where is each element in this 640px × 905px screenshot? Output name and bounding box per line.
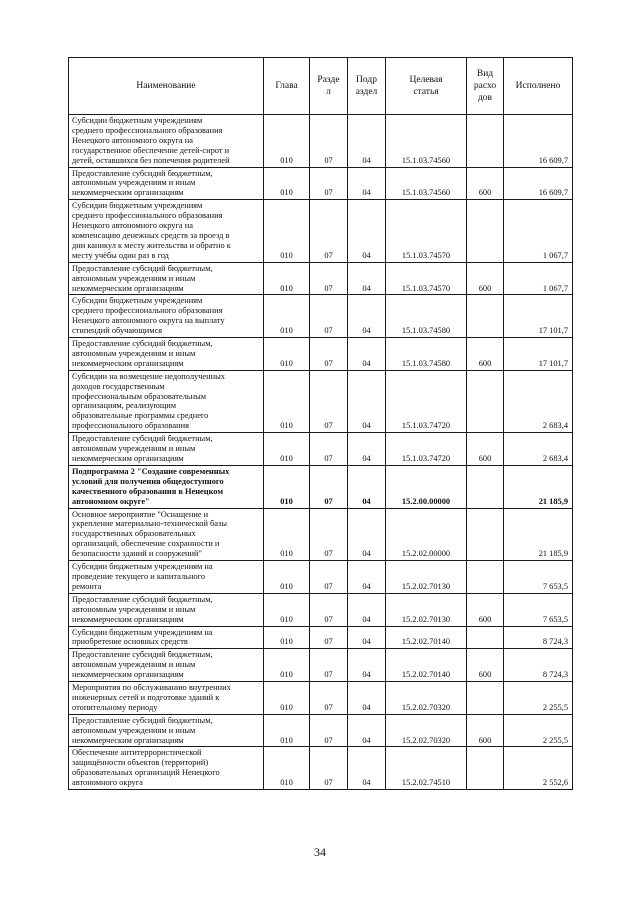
cell-statya: 15.1.03.74720 [386,433,467,466]
name-line: образовательные программы среднего [72,411,209,421]
name-line: безопасности зданий и сооружений" [72,549,202,559]
cell-glava: 010 [264,200,310,262]
name-line: среднего профессионального образования [72,306,223,316]
cell-razdel: 07 [310,370,348,432]
cell-vid [467,465,504,508]
name-line: некоммерческим организациям [72,454,184,463]
name-line: компенсацию денежных средств за проезд в [72,230,230,240]
header-line: Исполнено [515,81,561,91]
cell-amount: 7 653,5 [504,593,573,626]
cell-razdel: 07 [310,200,348,262]
header-line: л [326,87,331,97]
cell-vid [467,370,504,432]
cell-name [69,747,264,790]
header-line: аздел [355,87,378,97]
cell-vid [467,295,504,338]
cell-glava: 010 [264,433,310,466]
cell-vid [467,508,504,561]
name-line: условий для получения общедоступного [72,476,224,486]
cell-vid: 600 [467,593,504,626]
name-line: автономным учреждениям и иным [72,273,196,283]
cell-statya: 15.2.02.70130 [386,593,467,626]
cell-razdel: 07 [310,338,348,371]
name-line: стипендий обучающимся [72,326,163,336]
table-row [69,262,573,295]
cell-podrazdel: 04 [348,649,386,682]
cell-podrazdel: 04 [348,747,386,790]
cell-razdel: 07 [310,561,348,594]
cell-statya: 15.2.02.00000 [386,508,467,561]
cell-glava: 010 [264,649,310,682]
cell-vid [467,626,504,649]
cell-name [69,167,264,200]
cell-podrazdel: 04 [348,295,386,338]
name-line: государственных образовательных [72,529,196,539]
cell-podrazdel: 04 [348,370,386,432]
cell-vid: 600 [467,262,504,295]
cell-amount: 2 255,5 [504,714,573,747]
cell-razdel: 07 [310,115,348,168]
table-row [69,593,573,626]
cell-glava: 010 [264,115,310,168]
cell-podrazdel: 04 [348,200,386,262]
cell-amount: 17 101,7 [504,295,573,338]
name-line: инженерных сетей и подготовке зданий к [72,692,220,702]
table-row [69,370,573,432]
table-row [69,295,573,338]
cell-razdel: 07 [310,593,348,626]
header-line: статья [413,87,439,97]
cell-name [69,433,264,466]
header-statya [386,58,467,115]
header-line: Вид [476,69,494,79]
cell-statya: 15.2.02.74510 [386,747,467,790]
name-line: Предоставление субсидий бюджетным, [72,339,213,349]
cell-razdel: 07 [310,167,348,200]
name-line: Предоставление субсидий бюджетным, [72,263,213,273]
cell-statya: 15.1.03.74580 [386,338,467,371]
name-line: месту учёбы один раз в год [72,250,169,260]
page-number: 34 [314,845,326,859]
cell-vid: 600 [467,433,504,466]
cell-statya: 15.1.03.74570 [386,200,467,262]
cell-vid [467,682,504,715]
name-line: Субсидии на возмещение недополученных [72,371,225,381]
cell-statya: 15.1.03.74560 [386,115,467,168]
name-line: некоммерческим организациям [72,735,184,745]
cell-name [69,714,264,747]
name-line: Основное мероприятие "Оснащение и [72,509,209,519]
name-line: профессиональным образовательным [72,391,207,401]
cell-podrazdel: 04 [348,714,386,747]
cell-podrazdel: 04 [348,465,386,508]
cell-amount: 2 255,5 [504,682,573,715]
cell-razdel: 07 [310,465,348,508]
cell-amount: 17 101,7 [504,338,573,371]
cell-razdel: 07 [310,626,348,649]
cell-glava: 010 [264,747,310,790]
name-line: Субсидии бюджетным учреждениям [72,296,203,306]
budget-table [68,57,573,790]
cell-podrazdel: 04 [348,115,386,168]
name-line: профессионального образования [72,421,189,431]
name-line: защищённости объектов (территорий) [72,758,209,768]
name-line: Субсидии бюджетным учреждениям [72,116,203,125]
table-row [69,338,573,371]
name-line: Предоставление субсидий бюджетным, [72,594,213,604]
cell-podrazdel: 04 [348,508,386,561]
name-line: отопительному периоду [72,702,158,712]
table-body [69,115,573,790]
cell-amount: 21 185,9 [504,508,573,561]
cell-glava: 010 [264,262,310,295]
table-row [69,167,573,200]
cell-name [69,370,264,432]
cell-statya: 15.1.03.74580 [386,295,467,338]
table-row [69,649,573,682]
cell-amount: 2 552,6 [504,747,573,790]
header-amount [504,58,573,115]
cell-podrazdel: 04 [348,593,386,626]
table-row [69,508,573,561]
cell-amount: 1 067,7 [504,262,573,295]
cell-podrazdel: 04 [348,626,386,649]
name-line: ремонта [72,581,102,591]
name-line: Предоставление субсидий бюджетным, [72,434,213,444]
cell-razdel: 07 [310,433,348,466]
name-line: Ненецкого автономного округа на [72,221,193,231]
cell-vid [467,747,504,790]
header-line: Подр [356,75,377,85]
name-line: Субсидии бюджетным учреждениям на [72,627,213,637]
name-line: среднего профессионального образования [72,211,223,221]
header-podrazdel [348,58,386,115]
header-line: Целевая [409,75,443,85]
cell-amount: 7 653,5 [504,561,573,594]
cell-podrazdel: 04 [348,338,386,371]
header-line: расхо [473,81,497,91]
name-line: Мероприятия по обслуживанию внутренних [72,683,231,693]
cell-razdel: 07 [310,508,348,561]
cell-vid: 600 [467,167,504,200]
cell-glava: 010 [264,295,310,338]
name-line: автономным учреждениям и иным [72,725,196,735]
cell-name [69,465,264,508]
table-row [69,747,573,790]
cell-amount: 16 609,7 [504,115,573,168]
table-row [69,200,573,262]
cell-podrazdel: 04 [348,682,386,715]
cell-glava: 010 [264,338,310,371]
cell-name [69,115,264,168]
cell-razdel: 07 [310,295,348,338]
cell-name [69,508,264,561]
name-line: автономным учреждениям и иным [72,604,196,614]
cell-razdel: 07 [310,649,348,682]
name-line: автономным учреждениям и иным [72,660,196,670]
name-line: организаций, обеспечение сохранности и [72,539,220,549]
cell-podrazdel: 04 [348,167,386,200]
cell-glava: 010 [264,682,310,715]
cell-amount: 2 683,4 [504,370,573,432]
cell-statya: 15.1.03.74720 [386,370,467,432]
cell-razdel: 07 [310,747,348,790]
name-line: организациям, реализующим [72,401,177,411]
cell-amount: 8 724,3 [504,626,573,649]
cell-statya: 15.2.02.70130 [386,561,467,594]
name-line: детей, оставшихся без попечения родителей [72,155,230,165]
name-line: Ненецкого автономного округа на выплату [72,316,225,326]
name-line: качественного образования в Ненецком [72,486,224,496]
name-line: автономном округе" [72,496,150,506]
cell-amount: 1 067,7 [504,200,573,262]
cell-statya: 15.2.02.70320 [386,682,467,715]
cell-vid [467,115,504,168]
name-line: Субсидии бюджетным учреждениям на [72,562,213,572]
name-line: Предоставление субсидий бюджетным, [72,168,213,178]
cell-statya: 15.2.02.70320 [386,714,467,747]
cell-razdel: 07 [310,682,348,715]
cell-glava: 010 [264,167,310,200]
cell-amount: 2 683,4 [504,433,573,466]
cell-statya: 15.2.02.70140 [386,626,467,649]
cell-glava: 010 [264,370,310,432]
name-line: дни каникул к месту жительства и обратно к [72,240,231,250]
table-row [69,433,573,466]
name-line: автономным учреждениям и иным [72,444,196,454]
table-row [69,682,573,715]
cell-name [69,295,264,338]
name-line: некоммерческим организациям [72,614,184,624]
name-line: Ненецкого автономного округа на [72,135,193,145]
name-line: некоммерческим организациям [72,188,184,198]
name-line: Субсидии бюджетным учреждениям [72,201,203,211]
cell-statya: 15.2.02.70140 [386,649,467,682]
cell-vid: 600 [467,338,504,371]
cell-glava: 010 [264,508,310,561]
cell-amount: 8 724,3 [504,649,573,682]
cell-vid: 600 [467,649,504,682]
cell-name [69,262,264,295]
table-row [69,626,573,649]
cell-name [69,626,264,649]
cell-name [69,561,264,594]
name-line: некоммерческим организациям [72,670,184,680]
table-header-row [69,58,573,115]
cell-vid [467,200,504,262]
header-glava [264,58,310,115]
cell-glava: 010 [264,561,310,594]
table-row [69,714,573,747]
name-line: проведение текущего и капитального [72,571,206,581]
cell-name [69,593,264,626]
table-row [69,561,573,594]
cell-statya: 15.1.03.74560 [386,167,467,200]
cell-name [69,200,264,262]
name-line: приобретение основных средств [72,637,188,647]
name-line: доходов государственным [72,381,165,391]
cell-vid [467,561,504,594]
cell-name [69,682,264,715]
header-line: Глава [275,81,298,91]
cell-razdel: 07 [310,714,348,747]
cell-name [69,649,264,682]
cell-razdel: 07 [310,262,348,295]
cell-podrazdel: 04 [348,262,386,295]
cell-statya: 15.2.00.00000 [386,465,467,508]
name-line: автономного округа [72,778,143,788]
name-line: Обеспечение антитеррористической [72,748,202,758]
name-line: Предоставление субсидий бюджетным, [72,650,213,660]
header-vid [467,58,504,115]
cell-glava: 010 [264,714,310,747]
cell-podrazdel: 04 [348,433,386,466]
cell-amount: 21 185,9 [504,465,573,508]
header-line: Разде [317,75,340,85]
name-line: Подпрограмма 2 "Создание современных [72,466,230,476]
header-line: дов [477,93,493,103]
header-name [69,58,264,115]
header-razdel [310,58,348,115]
cell-glava: 010 [264,626,310,649]
name-line: государственное обеспечение детей-сирот и [72,145,230,155]
cell-name [69,338,264,371]
name-line: некоммерческим организациям [72,358,184,368]
table-row [69,465,573,508]
header-line: Наименование [136,81,196,91]
cell-amount: 16 609,7 [504,167,573,200]
name-line: образовательных организаций Ненецкого [72,768,220,778]
name-line: автономным учреждениям и иным [72,178,196,188]
cell-glava: 010 [264,465,310,508]
table-row [69,115,573,168]
cell-glava: 010 [264,593,310,626]
cell-vid: 600 [467,714,504,747]
name-line: укрепление материально-технической базы [72,519,227,529]
name-line: некоммерческим организациям [72,283,184,293]
name-line: среднего профессионального образования [72,125,223,135]
name-line: автономным учреждениям и иным [72,348,196,358]
name-line: Предоставление субсидий бюджетным, [72,715,213,725]
cell-statya: 15.1.03.74570 [386,262,467,295]
cell-podrazdel: 04 [348,561,386,594]
